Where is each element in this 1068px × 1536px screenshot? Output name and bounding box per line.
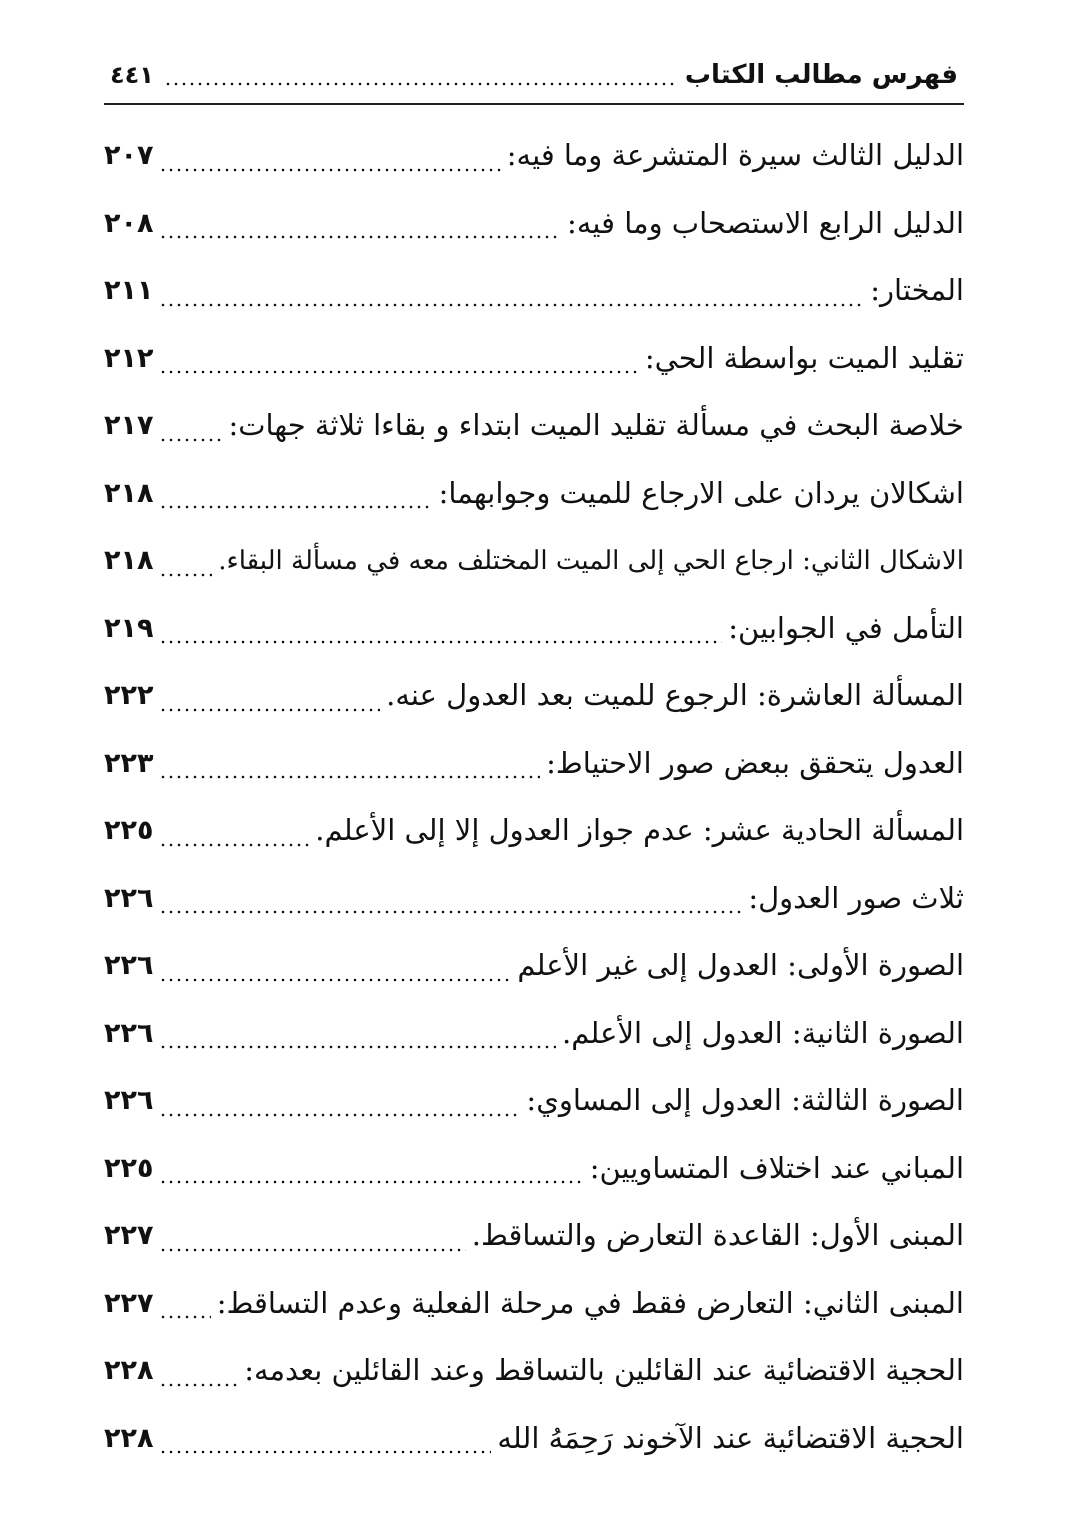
dot-leader: [159, 1248, 465, 1252]
toc-entry: [104, 122, 964, 190]
toc-entry-page: ٢٢٢: [104, 680, 154, 712]
running-header: [110, 52, 958, 98]
toc-entry: [104, 595, 964, 663]
table-of-contents: [104, 122, 964, 1472]
toc-entry: [104, 865, 964, 933]
toc-entry: [104, 527, 964, 595]
toc-entry-page: ٢٢٨: [104, 1422, 154, 1454]
toc-entry: [104, 1270, 964, 1338]
toc-entry-page: ٢٢٨: [104, 1355, 154, 1387]
toc-entry-title: المبنى الأول: القاعدة التعارض والتساقط.: [471, 1218, 964, 1253]
toc-entry-page: ٢١١: [104, 275, 154, 307]
toc-entry: [104, 797, 964, 865]
toc-entry-page: ٢٢٦: [104, 1017, 154, 1049]
toc-entry-title: المباني عند اختلاف المتساويين:: [589, 1150, 964, 1185]
dot-leader: [159, 843, 309, 847]
toc-entry-title: ثلاث صور العدول:: [748, 880, 964, 915]
toc-entry: [104, 1202, 964, 1270]
dot-leader: [159, 168, 500, 172]
toc-entry-title: التأمل في الجوابين:: [728, 610, 964, 645]
dot-leader: [159, 640, 722, 644]
toc-entry-page: ٢١٨: [104, 477, 154, 509]
dot-leader: [159, 1315, 210, 1319]
toc-entry-page: ٢٢٦: [104, 882, 154, 914]
dot-leader: [159, 303, 864, 307]
toc-entry-title: تقليد الميت بواسطة الحي:: [644, 340, 964, 375]
toc-entry: [104, 932, 964, 1000]
running-header-page-number: ٤٤١: [110, 61, 154, 89]
header-divider: [104, 103, 964, 105]
toc-entry: [104, 325, 964, 393]
toc-entry-page: ٢٢٥: [104, 815, 154, 847]
toc-entry-title: المختار:: [870, 273, 964, 308]
toc-entry-page: ٢٢٦: [104, 1085, 154, 1117]
toc-entry: [104, 1337, 964, 1405]
toc-entry-page: ٢١٢: [104, 342, 154, 374]
dot-leader: [159, 708, 380, 712]
toc-entry-page: ٢٠٨: [104, 207, 154, 239]
toc-entry-title: الدليل الرابع الاستصحاب وما فيه:: [567, 205, 964, 240]
dot-leader: [164, 82, 675, 86]
toc-entry: [104, 662, 964, 730]
toc-entry: [104, 1000, 964, 1068]
toc-entry-title: خلاصة البحث في مسألة تقليد الميت ابتداء و بقاءا ثلاثة جهات:: [228, 408, 964, 443]
toc-entry-page: ٢٢٥: [104, 1152, 154, 1184]
toc-entry-title: العدول يتحقق ببعض صور الاحتياط:: [546, 745, 964, 780]
toc-entry-title: الصورة الثالثة: العدول إلى المساوي:: [526, 1083, 964, 1118]
running-header-title: فهرس مطالب الكتاب: [684, 60, 958, 90]
toc-entry: [104, 257, 964, 325]
dot-leader: [159, 775, 540, 779]
toc-entry-title: الحجية الاقتضائية عند الآخوند رَحِمَهُ الله: [497, 1420, 964, 1455]
toc-entry-title: الدليل الثالث سيرة المتشرعة وما فيه:: [506, 138, 964, 173]
dot-leader: [159, 1450, 491, 1454]
toc-entry-page: ٢٠٧: [104, 140, 154, 172]
toc-entry-title: الصورة الثانية: العدول إلى الأعلم.: [562, 1015, 964, 1050]
dot-leader: [159, 370, 638, 374]
dot-leader: [159, 1045, 556, 1049]
toc-entry-title: المبنى الثاني: التعارض فقط في مرحلة الفعلية وعدم التساقط:: [216, 1285, 964, 1320]
toc-entry-title: المسألة العاشرة: الرجوع للميت بعد العدول عنه.: [386, 678, 964, 713]
toc-entry-page: ٢١٨: [104, 545, 154, 577]
toc-entry-page: ٢٢٦: [104, 950, 154, 982]
dot-leader: [159, 1113, 520, 1117]
toc-entry-title: المسألة الحادية عشر: عدم جواز العدول إلا إلى الأعلم.: [315, 813, 964, 848]
dot-leader: [159, 505, 432, 509]
toc-entry: [104, 392, 964, 460]
toc-entry: [104, 1067, 964, 1135]
toc-entry-title: الحجية الاقتضائية عند القائلين بالتساقط وعند القائلين بعدمه:: [244, 1353, 964, 1388]
dot-leader: [159, 910, 742, 914]
dot-leader: [159, 235, 561, 239]
dot-leader: [159, 978, 511, 982]
toc-entry: [104, 190, 964, 258]
dot-leader: [159, 573, 212, 577]
toc-entry-title: الصورة الأولى: العدول إلى غير الأعلم: [517, 948, 964, 983]
dot-leader: [159, 1383, 238, 1387]
dot-leader: [159, 1180, 583, 1184]
toc-entry-title: اشكالان يردان على الارجاع للميت وجوابهما:: [438, 475, 964, 510]
toc-entry-page: ٢١٧: [104, 410, 154, 442]
toc-entry: [104, 1135, 964, 1203]
toc-entry-title: الاشكال الثاني: ارجاع الحي إلى الميت المختلف معه في مسألة البقاء.: [218, 545, 964, 576]
toc-entry: [104, 460, 964, 528]
toc-entry: [104, 730, 964, 798]
dot-leader: [159, 438, 222, 442]
toc-entry: [104, 1405, 964, 1473]
toc-entry-page: ٢٢٧: [104, 1287, 154, 1319]
toc-entry-page: ٢٢٣: [104, 747, 154, 779]
toc-entry-page: ٢١٩: [104, 612, 154, 644]
toc-entry-page: ٢٢٧: [104, 1220, 154, 1252]
